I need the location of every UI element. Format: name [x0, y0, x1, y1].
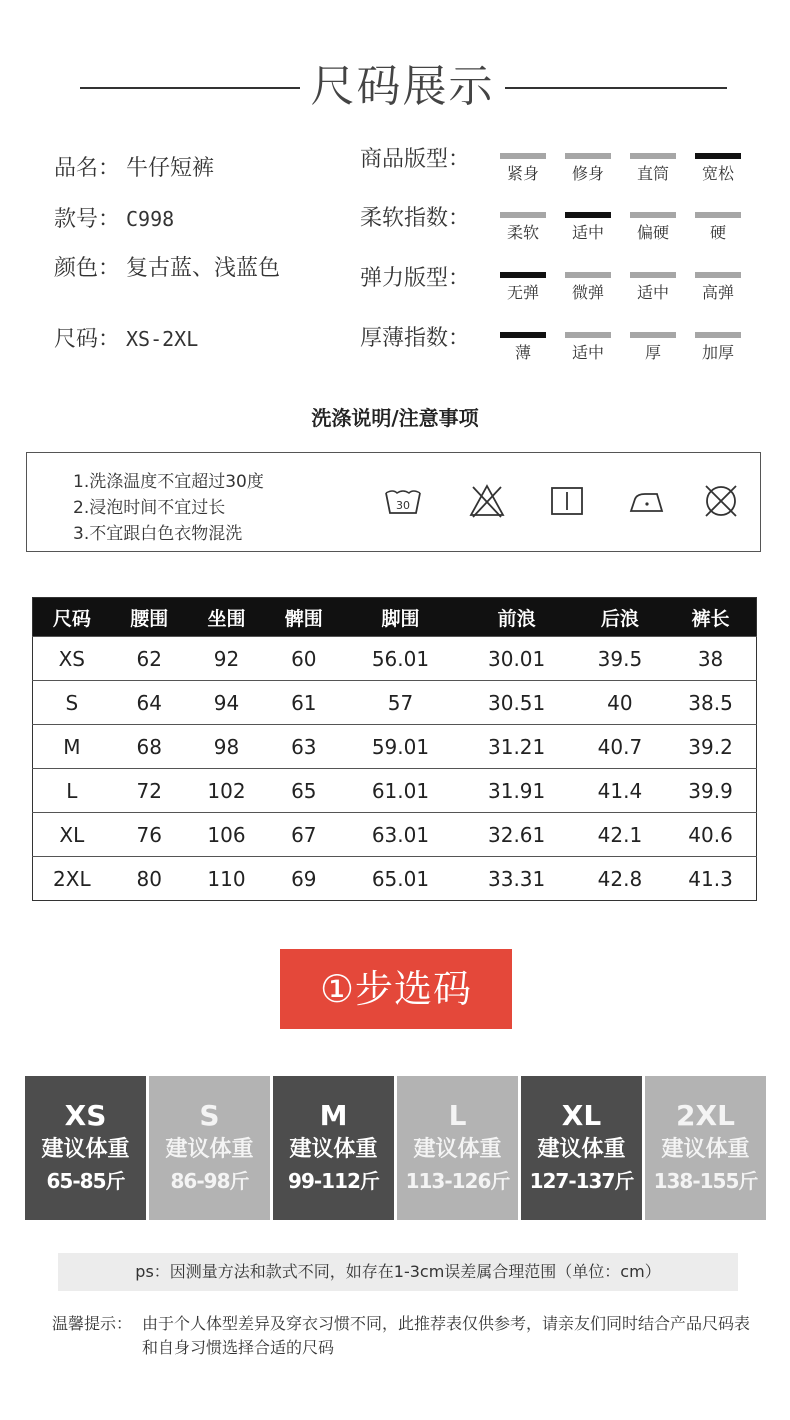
weight-card: [397, 1076, 518, 1220]
product-size-label: 尺码：: [54, 327, 121, 352]
product-color-label: 颜色：: [54, 256, 121, 281]
card-recommend-label: 建议体重: [289, 1137, 378, 1162]
title-divider-left: [80, 87, 300, 89]
product-size-row: [54, 325, 198, 354]
header-waist: 腰围: [111, 598, 188, 637]
measurement-cell: 32.61: [459, 813, 575, 857]
size-cell: L: [33, 769, 111, 813]
table-row: [33, 637, 757, 681]
attribute-option-label: 偏硬: [636, 223, 669, 242]
page-header: [0, 58, 790, 118]
table-row: [33, 681, 757, 725]
attribute-option-label: 厚: [644, 343, 661, 362]
attribute-option-label: 微弹: [571, 283, 604, 302]
measurement-cell: 40.7: [575, 725, 665, 769]
attribute-option: [565, 212, 611, 244]
measurement-cell: 92: [188, 637, 265, 681]
card-recommend-label: 建议体重: [661, 1137, 750, 1162]
attribute-indicator: [565, 272, 611, 278]
care-item: 3.不宜跟白色衣物混洗: [73, 524, 243, 544]
attribute-name: 厚薄指数：: [360, 326, 471, 351]
card-size: M: [319, 1099, 348, 1132]
card-weight-range: 86-98斤: [170, 1169, 249, 1193]
no-bleach-icon: [467, 481, 507, 521]
measurement-cell: 72: [111, 769, 188, 813]
attribute-option-label: 加厚: [701, 343, 734, 362]
care-item: 1.洗涤温度不宜超过30度: [73, 472, 264, 492]
attribute-option: [565, 272, 611, 304]
card-weight-range: 138-155斤: [653, 1169, 758, 1193]
attribute-option-label: 适中: [636, 283, 669, 302]
attribute-option: [695, 332, 741, 364]
weight-card: [521, 1076, 642, 1220]
measurement-cell: 65.01: [342, 857, 458, 901]
measurement-cell: 38.5: [665, 681, 756, 725]
table-row: [33, 769, 757, 813]
header-back-rise: 后浪: [575, 598, 665, 637]
attribute-indicator: [500, 153, 546, 159]
header-leg-opening: 脚围: [342, 598, 458, 637]
measurement-cell: 62: [111, 637, 188, 681]
card-recommend-label: 建议体重: [165, 1137, 254, 1162]
measurement-cell: 60: [265, 637, 342, 681]
attribute-indicator: [695, 272, 741, 278]
measurement-note: ps：因测量方法和款式不同，如存在1-3cm误差属合理范围（单位：cm）: [58, 1253, 738, 1291]
product-name-label: 品名：: [54, 156, 121, 181]
measurement-cell: 41.3: [665, 857, 756, 901]
measurement-cell: 106: [188, 813, 265, 857]
measurement-cell: 31.21: [459, 725, 575, 769]
measurement-cell: 40: [575, 681, 665, 725]
attribute-indicator: [630, 153, 676, 159]
no-dry-clean-icon: [701, 481, 741, 521]
attribute-indicator-selected: [500, 272, 546, 278]
card-weight-range: 113-126斤: [405, 1169, 510, 1193]
measurement-cell: 64: [111, 681, 188, 725]
attribute-option: [500, 212, 546, 244]
page-title: 尺码展示: [310, 61, 495, 112]
weight-card: [273, 1076, 394, 1220]
product-model: C998: [126, 207, 175, 231]
card-weight-range: 127-137斤: [529, 1169, 634, 1193]
header-hip: 坐围: [188, 598, 265, 637]
measurement-cell: 110: [188, 857, 265, 901]
table-header-row: [33, 598, 757, 637]
measurement-cell: 63.01: [342, 813, 458, 857]
product-color-row: [54, 255, 280, 283]
attribute-indicator: [630, 212, 676, 218]
measurement-cell: 67: [265, 813, 342, 857]
attribute-row: [360, 265, 780, 315]
measurement-cell: 30.51: [459, 681, 575, 725]
attribute-option-label: 适中: [571, 223, 604, 242]
care-instructions-box: [26, 452, 761, 552]
table-row: [33, 813, 757, 857]
card-size: L: [448, 1099, 467, 1132]
attribute-indicator-selected: [500, 332, 546, 338]
size-cell: XS: [33, 637, 111, 681]
card-size: S: [199, 1099, 220, 1132]
product-model-row: [54, 205, 174, 234]
measurement-cell: 65: [265, 769, 342, 813]
product-size-range: XS-2XL: [126, 327, 199, 351]
attribute-indicator: [500, 212, 546, 218]
care-heading: 洗涤说明/注意事项: [311, 406, 479, 430]
attribute-row: [360, 146, 780, 196]
attribute-option-label: 无弹: [506, 283, 539, 302]
card-weight-range: 65-85斤: [46, 1169, 125, 1193]
measurement-cell: 59.01: [342, 725, 458, 769]
title-divider-right: [505, 87, 727, 89]
measurement-cell: 68: [111, 725, 188, 769]
attribute-row: [360, 205, 780, 255]
measurement-cell: 94: [188, 681, 265, 725]
measurement-cell: 39.5: [575, 637, 665, 681]
card-size: 2XL: [676, 1099, 735, 1132]
attribute-option: [695, 153, 741, 185]
attribute-indicator: [565, 332, 611, 338]
attribute-option: [695, 212, 741, 244]
attribute-name: 商品版型：: [360, 147, 471, 172]
attribute-indicator: [695, 212, 741, 218]
card-weight-range: 99-112斤: [288, 1169, 379, 1193]
attribute-option: [695, 272, 741, 304]
measurement-cell: 42.8: [575, 857, 665, 901]
attribute-option: [630, 272, 676, 304]
measurement-cell: 39.2: [665, 725, 756, 769]
measurement-cell: 98: [188, 725, 265, 769]
measurement-cell: 33.31: [459, 857, 575, 901]
header-size: 尺码: [33, 598, 111, 637]
wash-30-icon: [383, 481, 423, 521]
size-cell: 2XL: [33, 857, 111, 901]
attribute-option: [500, 272, 546, 304]
card-recommend-label: 建议体重: [413, 1137, 502, 1162]
card-recommend-label: 建议体重: [41, 1137, 130, 1162]
attribute-option-label: 直筒: [636, 164, 669, 183]
attribute-option-label: 薄: [514, 343, 531, 362]
measurement-cell: 56.01: [342, 637, 458, 681]
attribute-indicator: [565, 153, 611, 159]
attribute-name: 柔软指数：: [360, 206, 471, 231]
header-length: 裤长: [665, 598, 756, 637]
warm-tip-text: 由于个人体型差异及穿衣习惯不同，此推荐表仅供参考，请亲友们同时结合产品尺码表和自身习惯选择合适的尺码: [142, 1314, 751, 1357]
attribute-indicator: [695, 332, 741, 338]
attribute-option: [630, 332, 676, 364]
iron-low-icon: [627, 481, 667, 521]
measurement-cell: 42.1: [575, 813, 665, 857]
attribute-option: [500, 332, 546, 364]
product-name: 牛仔短裤: [126, 156, 215, 181]
measurement-cell: 69: [265, 857, 342, 901]
attribute-option: [630, 212, 676, 244]
product-model-label: 款号：: [54, 207, 121, 232]
weight-card: [149, 1076, 270, 1220]
measurement-cell: 40.6: [665, 813, 756, 857]
attribute-option: [630, 153, 676, 185]
attribute-indicator: [630, 332, 676, 338]
measurement-cell: 63: [265, 725, 342, 769]
size-cell: M: [33, 725, 111, 769]
card-size: XS: [64, 1099, 107, 1132]
attribute-option-label: 柔软: [506, 223, 539, 242]
measurement-cell: 76: [111, 813, 188, 857]
size-cell: XL: [33, 813, 111, 857]
svg-text:30: 30: [396, 499, 410, 512]
attribute-option: [565, 332, 611, 364]
table-row: [33, 857, 757, 901]
measurement-cell: 31.91: [459, 769, 575, 813]
card-recommend-label: 建议体重: [537, 1137, 626, 1162]
size-chart-table: [32, 597, 757, 901]
dry-flat-icon: [547, 481, 587, 521]
attribute-option-label: 修身: [571, 164, 604, 183]
table-row: [33, 725, 757, 769]
product-color: 复古蓝、浅蓝色: [126, 256, 281, 281]
measurement-cell: 57: [342, 681, 458, 725]
measurement-cell: 80: [111, 857, 188, 901]
weight-card: [25, 1076, 146, 1220]
measurement-cell: 30.01: [459, 637, 575, 681]
measurement-cell: 102: [188, 769, 265, 813]
attribute-indicator-selected: [695, 153, 741, 159]
attribute-indicator: [630, 272, 676, 278]
attribute-row: [360, 325, 780, 375]
attribute-name: 弹力版型：: [360, 266, 471, 291]
product-name-row: [54, 155, 214, 183]
attribute-option-label: 宽松: [701, 164, 734, 183]
header-thigh: 髀围: [265, 598, 342, 637]
size-cell: S: [33, 681, 111, 725]
warm-tip-label: 温馨提示：: [52, 1314, 133, 1333]
attribute-option-label: 紧身: [506, 164, 539, 183]
card-size: XL: [561, 1099, 602, 1132]
header-front-rise: 前浪: [459, 598, 575, 637]
measurement-cell: 41.4: [575, 769, 665, 813]
attribute-option-label: 适中: [571, 343, 604, 362]
measurement-cell: 61: [265, 681, 342, 725]
measurement-cell: 39.9: [665, 769, 756, 813]
attribute-option-label: 高弹: [701, 283, 734, 302]
step-select-size-banner: ①步选码: [280, 949, 512, 1029]
attribute-option: [565, 153, 611, 185]
weight-card: [645, 1076, 766, 1220]
attribute-indicator-selected: [565, 212, 611, 218]
attribute-option: [500, 153, 546, 185]
measurement-cell: 61.01: [342, 769, 458, 813]
care-item: 2.浸泡时间不宜过长: [73, 498, 226, 518]
measurement-cell: 38: [665, 637, 756, 681]
care-list: [73, 469, 264, 547]
attribute-option-label: 硬: [709, 223, 726, 242]
